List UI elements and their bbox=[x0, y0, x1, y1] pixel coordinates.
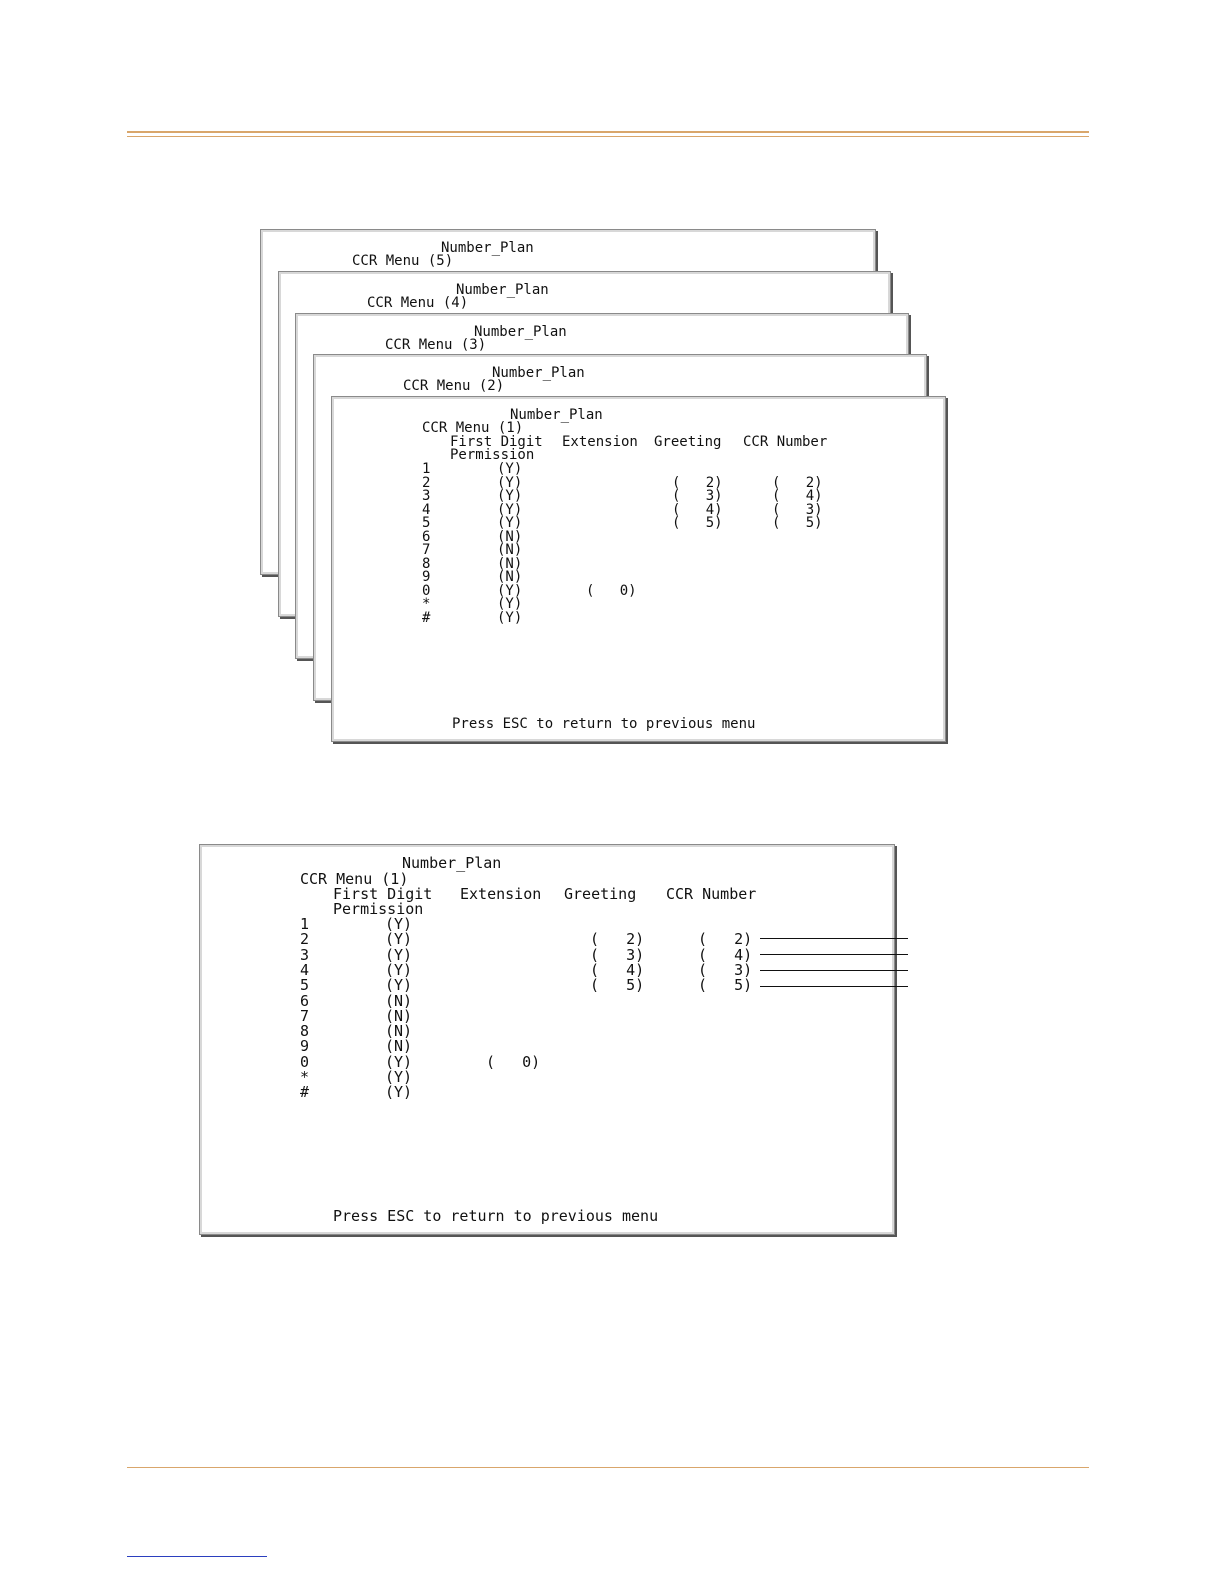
col-first-digit: First Digit bbox=[450, 434, 543, 450]
row-permission: (Y) bbox=[497, 596, 523, 612]
window-title: Number_Plan bbox=[492, 365, 585, 381]
col-ccr-number: CCR Number bbox=[743, 434, 828, 450]
row-greeting: ( 4) bbox=[672, 501, 723, 518]
row-digit: 7 bbox=[300, 1006, 310, 1025]
ccr-menu-window-1 bbox=[331, 396, 946, 742]
row-permission: (Y) bbox=[385, 1052, 413, 1071]
header-rule bbox=[127, 131, 1089, 133]
row-ccr-number: ( 4) bbox=[772, 488, 823, 504]
ccr-menu-detail-window bbox=[199, 844, 895, 1235]
row-digit: 9 bbox=[422, 569, 431, 585]
row-ccr-number: ( 5) bbox=[698, 976, 753, 995]
row-digit: # bbox=[300, 1083, 310, 1102]
row-permission: (N) bbox=[497, 528, 523, 545]
callout-line bbox=[760, 970, 908, 971]
row-digit: 2 bbox=[422, 474, 431, 491]
col-greeting: Greeting bbox=[654, 434, 722, 450]
row-permission: (Y) bbox=[497, 461, 523, 477]
col-permission: Permission bbox=[450, 447, 535, 463]
row-digit: 5 bbox=[422, 515, 431, 531]
row-ccr-number: ( 2) bbox=[698, 930, 753, 949]
window-menu-label: CCR Menu (4) bbox=[367, 295, 469, 311]
row-permission: (N) bbox=[497, 569, 523, 585]
row-digit: 0 bbox=[300, 1052, 310, 1071]
col-first-digit: First Digit bbox=[333, 885, 433, 903]
window-title: Number_Plan bbox=[441, 240, 534, 256]
window-title: Number_Plan bbox=[456, 282, 549, 298]
col-extension: Extension bbox=[460, 885, 542, 903]
row-digit: 2 bbox=[300, 930, 310, 949]
row-permission: (Y) bbox=[385, 960, 413, 979]
row-permission: (N) bbox=[385, 1006, 413, 1025]
row-greeting: ( 5) bbox=[672, 515, 723, 531]
row-digit: * bbox=[300, 1068, 310, 1086]
row-permission: (N) bbox=[385, 1037, 413, 1056]
row-permission: (Y) bbox=[497, 582, 523, 599]
callout-line bbox=[760, 986, 908, 987]
row-digit: 4 bbox=[422, 501, 431, 518]
row-digit: 1 bbox=[300, 915, 310, 933]
row-extension: ( 0) bbox=[486, 1052, 541, 1071]
row-greeting: ( 4) bbox=[590, 960, 645, 979]
row-greeting: ( 2) bbox=[672, 474, 723, 491]
callout-line bbox=[760, 954, 908, 955]
row-permission: (N) bbox=[497, 542, 523, 558]
row-extension: ( 0) bbox=[586, 582, 637, 599]
window-menu-label: CCR Menu (1) bbox=[300, 870, 409, 888]
col-extension: Extension bbox=[562, 434, 638, 450]
row-permission: (N) bbox=[385, 991, 413, 1010]
row-digit: 9 bbox=[300, 1037, 310, 1056]
col-permission: Permission bbox=[333, 900, 424, 918]
row-permission: (Y) bbox=[385, 1068, 413, 1086]
row-permission: (Y) bbox=[385, 915, 413, 933]
window-title: Number_Plan bbox=[402, 854, 502, 872]
window-menu-label: CCR Menu (3) bbox=[385, 337, 487, 353]
row-digit: * bbox=[422, 596, 431, 612]
header-rule-thin bbox=[127, 136, 1089, 137]
row-digit: 7 bbox=[422, 542, 431, 558]
row-greeting: ( 3) bbox=[590, 945, 645, 964]
window-menu-label: CCR Menu (2) bbox=[403, 378, 505, 394]
row-digit: 8 bbox=[422, 555, 431, 572]
row-digit: 6 bbox=[300, 991, 310, 1010]
row-permission: (Y) bbox=[385, 945, 413, 964]
row-permission: (Y) bbox=[385, 976, 413, 995]
window-menu-label: CCR Menu (1) bbox=[422, 420, 524, 436]
row-permission: (Y) bbox=[497, 515, 523, 531]
row-permission: (Y) bbox=[385, 930, 413, 949]
footer-link-underline bbox=[127, 1556, 267, 1557]
row-ccr-number: ( 5) bbox=[772, 515, 823, 531]
col-ccr-number: CCR Number bbox=[666, 885, 757, 903]
row-ccr-number: ( 3) bbox=[698, 960, 753, 979]
col-greeting: Greeting bbox=[564, 885, 637, 903]
row-ccr-number: ( 2) bbox=[772, 474, 823, 491]
row-permission: (Y) bbox=[497, 609, 523, 626]
row-digit: 4 bbox=[300, 960, 310, 979]
row-permission: (Y) bbox=[497, 488, 523, 504]
row-digit: 5 bbox=[300, 976, 310, 995]
row-permission: (Y) bbox=[385, 1083, 413, 1102]
row-digit: 8 bbox=[300, 1022, 310, 1041]
callout-line bbox=[760, 938, 908, 939]
row-digit: # bbox=[422, 609, 431, 626]
row-ccr-number: ( 4) bbox=[698, 945, 753, 964]
footer-rule bbox=[127, 1467, 1089, 1468]
row-greeting: ( 5) bbox=[590, 976, 645, 995]
window-menu-label: CCR Menu (5) bbox=[352, 253, 454, 269]
row-permission: (Y) bbox=[497, 501, 523, 518]
row-permission: (Y) bbox=[497, 474, 523, 491]
window-title: Number_Plan bbox=[510, 407, 603, 423]
row-digit: 3 bbox=[422, 488, 431, 504]
row-ccr-number: ( 3) bbox=[772, 501, 823, 518]
row-digit: 0 bbox=[422, 582, 431, 599]
row-permission: (N) bbox=[497, 555, 523, 572]
row-greeting: ( 2) bbox=[590, 930, 645, 949]
footer-hint: Press ESC to return to previous menu bbox=[452, 716, 756, 732]
row-permission: (N) bbox=[385, 1022, 413, 1041]
row-digit: 1 bbox=[422, 461, 431, 477]
row-digit: 6 bbox=[422, 528, 431, 545]
footer-hint: Press ESC to return to previous menu bbox=[333, 1207, 659, 1225]
row-digit: 3 bbox=[300, 945, 310, 964]
row-greeting: ( 3) bbox=[672, 488, 723, 504]
window-title: Number_Plan bbox=[474, 324, 567, 340]
